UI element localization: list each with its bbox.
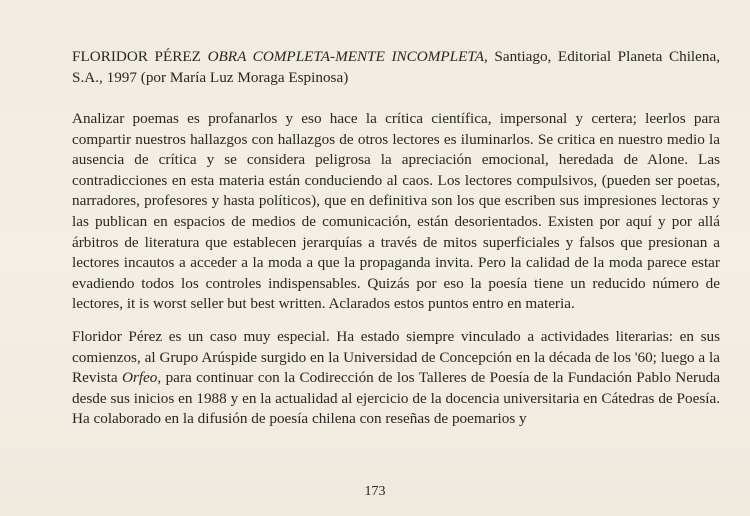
magazine-title: Orfeo bbox=[121, 369, 158, 387]
paragraph-1: Analizar poemas es profanarlos y eso hace la crítica científica, impersonal y certera; leerlos para compartir nuestros hallazgos con hallazgos de otros lectores es iluminarlos. Se critica en nuestro medio la ausencia de crítica y se considera peligrosa la apreciación emocional, heredada de Alone. Las contradicciones en esta materia están conduciendo al caos. Los lectores compulsivos, (pueden ser poetas, narradores, profesores y hasta políticos), que en definitiva son los que escriben sus impresiones lectoras y las publican en espacios de medios de comunicación, están desorientados. Existen por aquí y por allá árbitros de literatura que establecen jerarquías a través de mitos superficiales y falsos que presionan a lectores incautos a acceder a la moda a que la propaganda invita. Pero la calidad de la moda parece estar evadiendo todos los controles indispensables. Quizás por eso la poesía tiene un reducido número de lectores, it is worst seller but best written. Aclarados estos puntos entro en materia. bbox=[72, 110, 720, 313]
review-heading bbox=[72, 46, 720, 88]
paragraph-2 bbox=[72, 327, 720, 430]
paragraph-2-part-1: Floridor Pérez es un caso muy especial. Ha estado siempre vinculado a actividades literarias: en sus comienzos, al Grupo Arúspide surgido en la Universidad de Concepción en la década de los '60; luego a la Revista bbox=[72, 328, 720, 387]
book-author: FLORIDOR PÉREZ bbox=[72, 48, 201, 65]
paragraph-2-part-2: , para continuar con la Codirección de los Talleres de Poesía de la Fundación Pablo Neruda desde sus inicios en 1988 y en la actualidad al ejercicio de la docencia universitaria en Cátedras de Poesía. Ha colaborado en la difusión de poesía chilena con reseñas de poemarios y bbox=[72, 369, 720, 428]
page-number: 173 bbox=[364, 484, 386, 499]
page-content bbox=[72, 46, 721, 428]
publication-details: , Santiago, Editorial Planeta Chilena, S.A., 1997 (por María Luz Moraga Espinosa) bbox=[72, 48, 721, 86]
book-title: OBRA COMPLETA-MENTE INCOMPLETA bbox=[207, 48, 484, 65]
